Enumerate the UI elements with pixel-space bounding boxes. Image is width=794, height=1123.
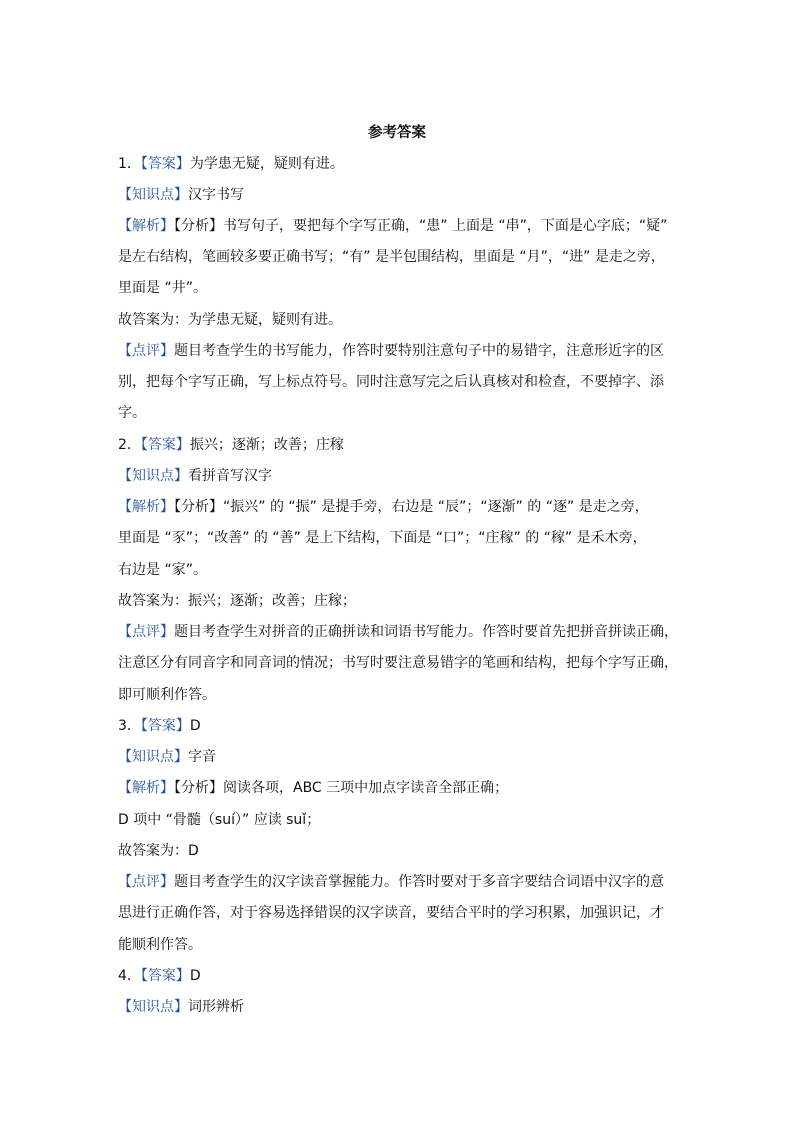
- q2-comment-text-1: 题目考查学生对拼音的正确拼读和词语书写能力。作答时要首先把拼音拼读正确，: [174, 624, 678, 640]
- q3-knowledge-tag: 【知识点】: [118, 749, 188, 765]
- q1-knowledge-line: [118, 186, 678, 204]
- q2-knowledge-line: [118, 467, 678, 485]
- q3-analysis-line-1: [118, 779, 678, 797]
- q1-knowledge: 汉字书写: [188, 187, 244, 203]
- q2-number: 2．: [118, 437, 141, 453]
- q3-conclusion: 故答案为：D: [118, 843, 199, 859]
- q3-analysis-line-2: D 项中 “骨髓（suí）” 应读 suǐ；: [118, 812, 321, 828]
- page-title: 参考答案: [368, 125, 426, 141]
- q1-comment-line-2: 别，把每个字写正确，写上标点符号。同时注意写完之后认真核对和检查，不要掉字、添: [118, 374, 664, 390]
- q2-comment-tag: 【点评】: [118, 624, 174, 640]
- q4-answer-tag: 【答案】: [140, 968, 190, 984]
- q2-comment-line-2: 注意区分有同音字和同音词的情况；书写时要注意易错字的笔画和结构，把每个字写正确，: [118, 655, 678, 671]
- q2-comment-line-3: 即可顺利作答。: [118, 687, 216, 703]
- q2-knowledge-tag: 【知识点】: [118, 468, 188, 484]
- q2-answer-line: [118, 436, 678, 454]
- q2-analysis-line-3: 右边是 “家”。: [118, 562, 207, 578]
- q4-knowledge-tag: 【知识点】: [118, 999, 188, 1015]
- q4-knowledge-line: [118, 998, 678, 1016]
- q1-answer-line: [118, 155, 678, 173]
- q3-analysis-sub-tag: 【分析】: [174, 780, 223, 796]
- q3-knowledge-line: [118, 748, 678, 766]
- q2-comment-line-1: [118, 623, 678, 641]
- q1-comment-text-1: 题目考查学生的书写能力，作答时要特别注意句子中的易错字，注意形近字的区: [174, 343, 664, 359]
- q2-analysis-sub-tag: 【分析】: [174, 499, 223, 515]
- q3-analysis-tag: 【解析】: [118, 780, 174, 796]
- q2-analysis-tag: 【解析】: [118, 499, 174, 515]
- q1-analysis-line-3: 里面是 “井”。: [118, 280, 207, 296]
- q2-analysis-line-1: [118, 498, 678, 516]
- q1-answer-tag: 【答案】: [140, 156, 190, 172]
- q2-answer-tag: 【答案】: [140, 437, 190, 453]
- q3-analysis-text-1: 阅读各项，ABC 三项中加点字读音全部正确；: [223, 780, 509, 796]
- q3-comment-line-2: 思进行正确作答，对于容易选择错误的汉字读音，要结合平时的学习积累，加强识记，才: [118, 905, 664, 921]
- q1-comment-tag: 【点评】: [118, 343, 174, 359]
- q1-comment-line-1: [118, 342, 678, 360]
- q2-analysis-text-1: “振兴” 的 “振” 是提手旁，右边是 “辰”；“逐渐” 的 “逐” 是走之旁，: [223, 499, 649, 515]
- q3-number: 3．: [118, 718, 141, 734]
- q1-analysis-text-1: 书写句子，要把每个字写正确，“患” 上面是 “串”，下面是心字底；“疑”: [223, 218, 668, 234]
- q2-knowledge: 看拼音写汉字: [188, 468, 272, 484]
- q3-comment-text-1: 题目考查学生的汉字读音掌握能力。作答时要对于多音字要结合词语中汉字的意: [174, 874, 664, 890]
- q4-answer-line: [118, 967, 678, 985]
- q3-answer: D: [189, 718, 201, 734]
- q3-comment-tag: 【点评】: [118, 874, 174, 890]
- q3-knowledge: 字音: [188, 749, 216, 765]
- q1-analysis-sub-tag: 【分析】: [174, 218, 223, 234]
- q2-analysis-line-2: 里面是 “豕”；“改善” 的 “善” 是上下结构，下面是 “口”；“庄稼” 的 “稼” 是禾木旁，: [118, 530, 647, 546]
- q4-knowledge: 词形辨析: [188, 999, 244, 1015]
- q1-knowledge-tag: 【知识点】: [118, 187, 188, 203]
- q1-conclusion: 故答案为：为学患无疑，疑则有进。: [118, 312, 342, 328]
- q1-analysis-line-2: 是左右结构，笔画较多要正确书写；“有” 是半包围结构，里面是 “月”，“进” 是走之旁，: [118, 249, 665, 265]
- q3-answer-line: [118, 717, 678, 735]
- q2-conclusion: 故答案为：振兴；逐渐；改善；庄稼；: [118, 593, 356, 609]
- q3-comment-line-3: 能顺利作答。: [118, 937, 202, 953]
- q1-number: 1．: [118, 156, 141, 172]
- q1-analysis-tag: 【解析】: [118, 218, 174, 234]
- q4-answer: D: [189, 968, 201, 984]
- q4-number: 4．: [118, 968, 141, 984]
- q1-analysis-line-1: [118, 217, 678, 235]
- q1-answer: 为学患无疑，疑则有进。: [189, 156, 344, 172]
- q2-answer: 振兴；逐渐；改善；庄稼: [189, 437, 344, 453]
- q3-answer-tag: 【答案】: [140, 718, 190, 734]
- q3-comment-line-1: [118, 873, 678, 891]
- q1-comment-line-3: 字。: [118, 405, 146, 421]
